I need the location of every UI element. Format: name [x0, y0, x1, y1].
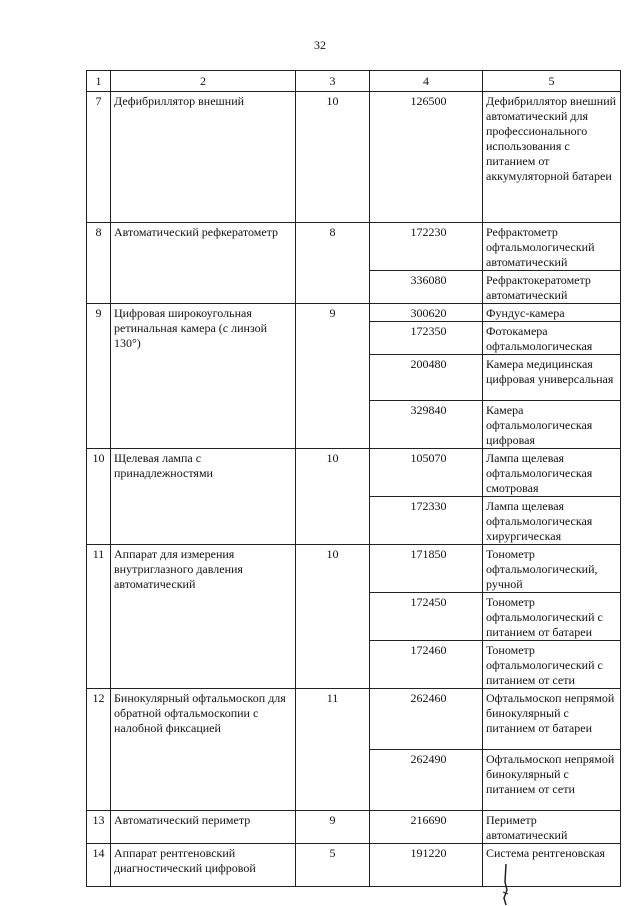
nomenclature-code: 172460: [370, 641, 483, 689]
equipment-name: Автоматический периметр: [111, 811, 296, 844]
quantity: 8: [296, 223, 370, 304]
quantity: 10: [296, 92, 370, 223]
row-number: 7: [87, 92, 111, 223]
table-row: [87, 223, 621, 271]
nomenclature-description: Рефрактометр офтальмологический автоматический: [483, 223, 621, 271]
table-row: [87, 92, 621, 223]
nomenclature-description: Лампа щелевая офтальмологическая хирургическая: [483, 497, 621, 545]
nomenclature-code: 191220: [370, 844, 483, 887]
equipment-table: [86, 70, 621, 887]
nomenclature-description: Фотокамера офтальмологическая: [483, 322, 621, 355]
table-row: [87, 304, 621, 322]
equipment-name: Аппарат для измерения внутриглазного давления автоматический: [111, 545, 296, 689]
nomenclature-description: Тонометр офтальмологический, ручной: [483, 545, 621, 593]
nomenclature-code: 262490: [370, 750, 483, 811]
row-number: 8: [87, 223, 111, 304]
nomenclature-description: Тонометр офтальмологический с питанием от батареи: [483, 593, 621, 641]
column-header-2: 2: [111, 71, 296, 92]
table-row: [87, 844, 621, 887]
nomenclature-code: 105070: [370, 449, 483, 497]
row-number: 10: [87, 449, 111, 545]
equipment-name: Дефибриллятор внешний: [111, 92, 296, 223]
equipment-name: Автоматический рефкератометр: [111, 223, 296, 304]
nomenclature-code: 172450: [370, 593, 483, 641]
nomenclature-description: Камера офтальмологическая цифровая: [483, 401, 621, 449]
equipment-name: Щелевая лампа с принадлежностями: [111, 449, 296, 545]
table-header-row: [87, 71, 621, 92]
quantity: 9: [296, 304, 370, 449]
column-header-3: 3: [296, 71, 370, 92]
column-header-4: 4: [370, 71, 483, 92]
nomenclature-description: Дефибриллятор внешний автоматический для профессионального использования с питанием от аккумуляторной батареи: [483, 92, 621, 223]
table-row: [87, 811, 621, 844]
nomenclature-description: Офтальмоскоп непрямой бинокулярный с питанием от батареи: [483, 689, 621, 750]
nomenclature-description: Камера медицинская цифровая универсальная: [483, 355, 621, 401]
nomenclature-code: 172350: [370, 322, 483, 355]
column-header-5: 5: [483, 71, 621, 92]
row-number: 9: [87, 304, 111, 449]
row-number: 12: [87, 689, 111, 811]
quantity: 10: [296, 449, 370, 545]
column-header-1: 1: [87, 71, 111, 92]
nomenclature-code: 300620: [370, 304, 483, 322]
nomenclature-description: Система рентгеновская: [483, 844, 621, 887]
table-row: [87, 545, 621, 593]
quantity: 10: [296, 545, 370, 689]
row-number: 11: [87, 545, 111, 689]
nomenclature-code: 171850: [370, 545, 483, 593]
quantity: 11: [296, 689, 370, 811]
nomenclature-description: Фундус-камера: [483, 304, 621, 322]
table-row: [87, 449, 621, 497]
row-number: 13: [87, 811, 111, 844]
nomenclature-code: 172330: [370, 497, 483, 545]
nomenclature-description: Лампа щелевая офтальмологическая смотровая: [483, 449, 621, 497]
nomenclature-code: 126500: [370, 92, 483, 223]
page-number: 32: [314, 38, 326, 52]
nomenclature-description: Тонометр офтальмологический с питанием от сети: [483, 641, 621, 689]
nomenclature-description: Периметр автоматический: [483, 811, 621, 844]
nomenclature-code: 262460: [370, 689, 483, 750]
quantity: 9: [296, 811, 370, 844]
nomenclature-code: 172230: [370, 223, 483, 271]
nomenclature-description: Офтальмоскоп непрямой бинокулярный с питанием от сети: [483, 750, 621, 811]
row-number: 14: [87, 844, 111, 887]
nomenclature-description: Рефрактокератометр автоматический: [483, 271, 621, 304]
table-row: [87, 689, 621, 750]
nomenclature-code: 216690: [370, 811, 483, 844]
equipment-name: Бинокулярный офтальмоскоп для обратной офтальмоскопии с налобной фиксацией: [111, 689, 296, 811]
nomenclature-code: 200480: [370, 355, 483, 401]
equipment-name: Аппарат рентгеновский диагностический цифровой: [111, 844, 296, 887]
nomenclature-code: 336080: [370, 271, 483, 304]
quantity: 5: [296, 844, 370, 887]
nomenclature-code: 329840: [370, 401, 483, 449]
equipment-name: Цифровая широкоугольная ретинальная камера (с линзой 130°): [111, 304, 296, 449]
signature-mark: [498, 862, 514, 906]
